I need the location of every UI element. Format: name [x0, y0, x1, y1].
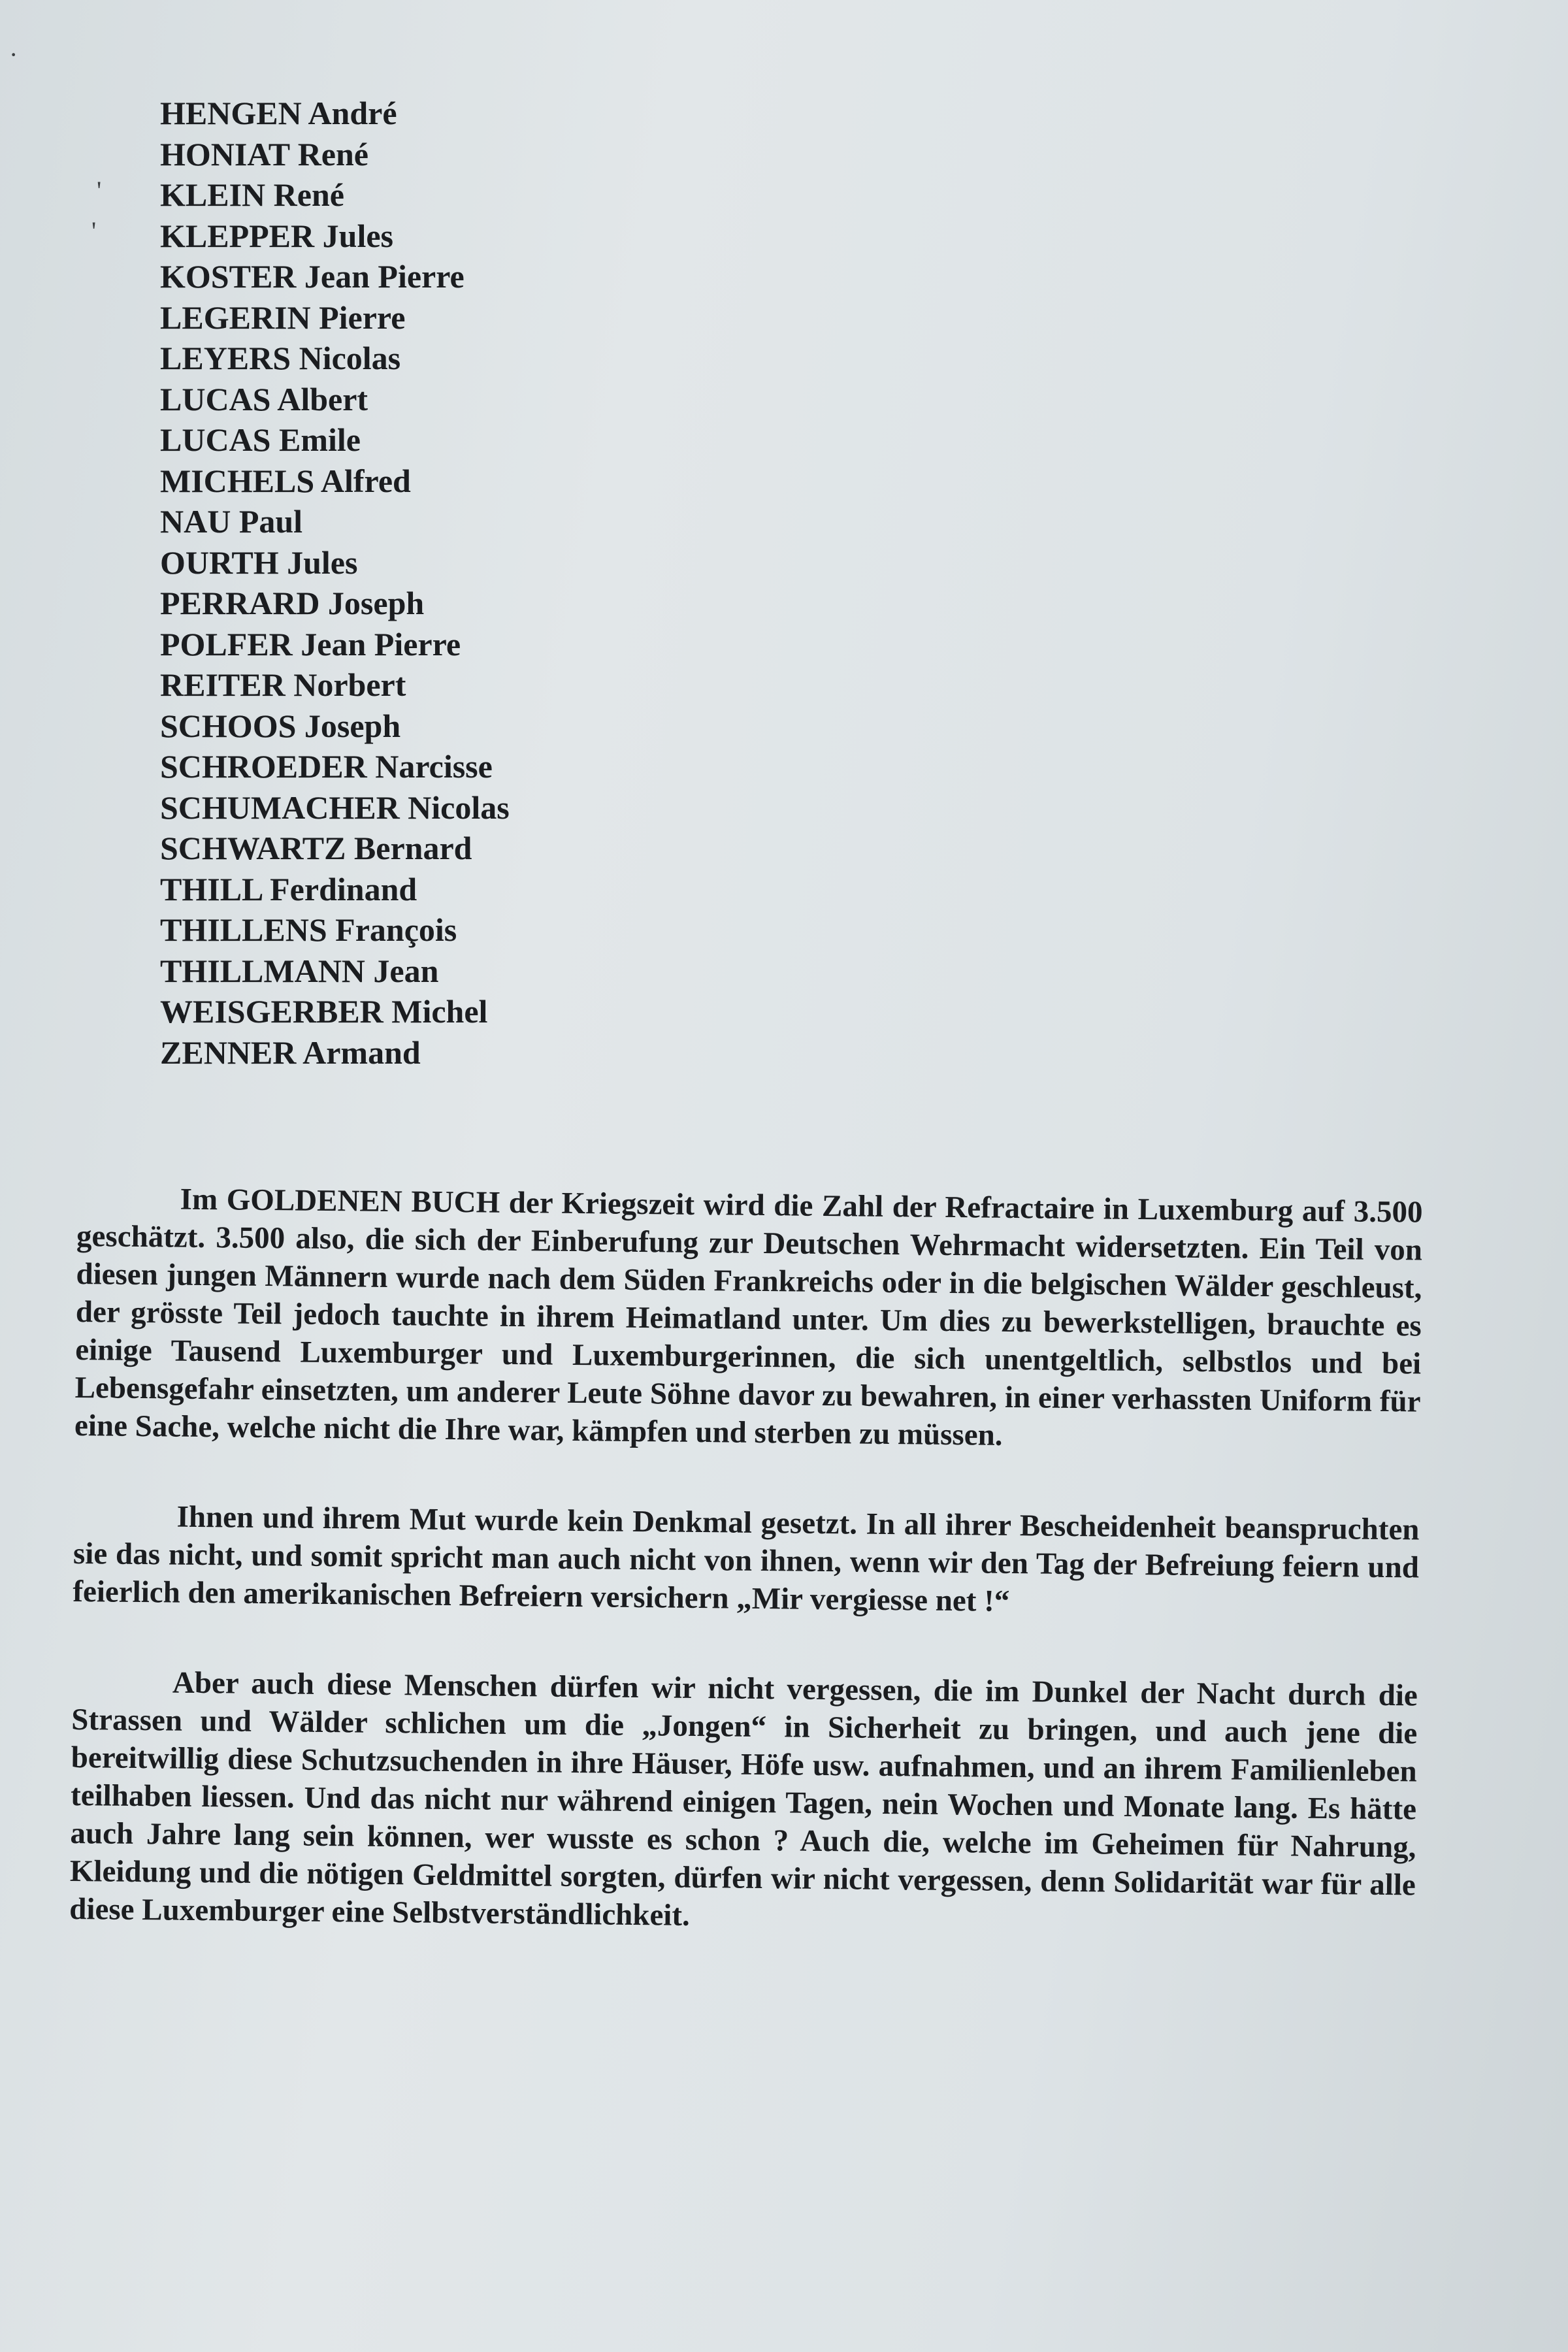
name-entry: WEISGERBER Michel	[160, 993, 488, 1030]
name-entry: POLFER Jean Pierre	[160, 625, 461, 662]
name-entry: SCHROEDER Narcisse	[160, 748, 493, 785]
name-entry: OURTH Jules	[160, 544, 358, 581]
name-entry: THILL Ferdinand	[160, 870, 417, 907]
name-entry: HENGEN André	[160, 95, 397, 131]
name-entry: PERRARD Joseph	[160, 585, 425, 621]
margin-mark: '	[97, 176, 102, 205]
name-entry: LUCAS Emile	[160, 421, 361, 458]
name-entry: HONIAT René	[160, 135, 368, 172]
name-entry: LUCAS Albert	[160, 380, 368, 417]
name-entry: MICHELS Alfred	[160, 462, 411, 499]
body-text	[69, 1179, 1423, 1942]
name-entry: REITER Norbert	[160, 666, 406, 703]
name-entry: SCHWARTZ Bernard	[160, 830, 472, 866]
name-entry: NAU Paul	[160, 503, 303, 540]
name-entry: ZENNER Armand	[160, 1034, 421, 1071]
paragraph-no-monument: Ihnen und ihrem Mut wurde kein Denkmal gesetzt. In all ihrer Bescheidenheit beanspruchten sie das nicht, und somit spricht man auch nicht von ihnen, wenn wir den Tag der Befreiung feiern und feierlich den amerikanischen Befreiern versichern „Mir vergiesse net !“	[73, 1499, 1420, 1618]
name-entry: LEGERIN Pierre	[160, 299, 406, 336]
paragraph-golden-book: Im GOLDENEN BUCH der Kriegszeit wird die Zahl der Refractaire in Luxemburg auf 3.500 geschätzt. 3.500 also, die sich der Einberufung zur Deutschen Wehrmacht widersetzten. Ein Teil von diesen jungen Männern wurde nach dem Süden Frankreichs oder in die belgischen Wälder geschleust, der grösste Teil jedoch tauchte in ihrem Heimatland unter. Um dies zu bewerkstelligen, brauchte es einige Tausend Luxemburger und Luxemburgerinnen, die sich unentgeltlich, selbstlos und bei Lebensgefahr einsetzten, um anderer Leute Söhne davor zu bewahren, in einer verhassten Uniform für eine Sache, welche nicht die Ihre war, kämpfen und sterben zu müssen.	[74, 1182, 1423, 1452]
name-entry: SCHUMACHER Nicolas	[160, 789, 510, 826]
name-entry: LEYERS Nicolas	[160, 340, 401, 376]
show-through-text	[562, 136, 1431, 151]
paragraph-helpers: Aber auch diese Menschen dürfen wir nicht vergessen, die im Dunkel der Nacht durch die Strassen und Wälder schlichen um die „Jongen“ in Sicherheit zu bringen, und auch jene die bereitwillig diese Schutzsuchenden in ihre Häuser, Höfe usw. aufnahmen, und an ihrem Familienleben teilhaben liessen. Und das nicht nur während einigen Tagen, nein Wochen und Monate lang. Es hätte auch Jahre lang sein können, wer wusste es schon ? Auch die, welche im Geheimen für Nahrung, Kleidung und die nötigen Geldmittel sorgten, dürfen wir nicht vergessen, denn Solidarität war für alle diese Luxemburger eine Selbstverständlichkeit.	[69, 1665, 1418, 1933]
name-entry: THILLMANN Jean	[160, 952, 439, 989]
names-list	[160, 93, 510, 1073]
margin-mark: '	[91, 216, 97, 246]
corner-mark: ·	[9, 40, 18, 69]
name-entry: KLEPPER Jules	[160, 217, 393, 254]
name-entry: THILLENS François	[160, 911, 457, 948]
name-entry: SCHOOS Joseph	[160, 707, 401, 744]
name-entry: KOSTER Jean Pierre	[160, 258, 465, 295]
name-entry: KLEIN René	[160, 176, 344, 213]
